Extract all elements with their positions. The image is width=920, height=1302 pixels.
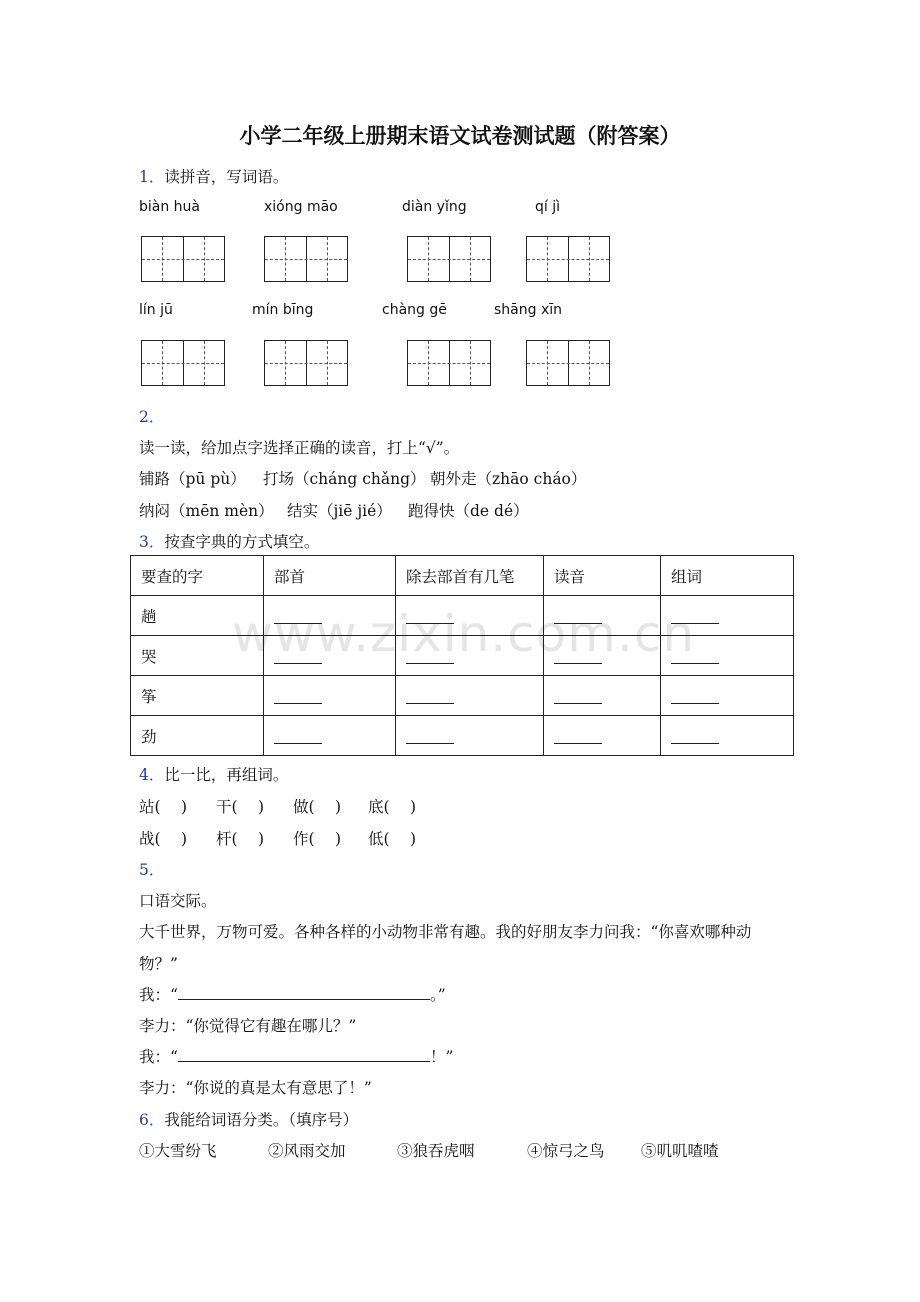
writing-grid[interactable] [141,236,225,282]
dialogue-me-1 [139,983,446,1005]
answer-blank[interactable] [554,689,602,704]
answer-blank[interactable] [274,689,322,704]
question-number: 4． [139,766,165,784]
pinyin-label: diàn yǐng [402,199,467,215]
reading-choice[interactable]: 铺路（pū pù） [139,470,246,488]
dialogue-prefix: 我：“ [139,986,178,1004]
compare-item[interactable]: 做( ) [293,798,342,816]
reading-choice[interactable]: 结实（jiē jié） [287,502,392,520]
writing-grid[interactable] [526,340,610,386]
lookup-char: 劲 [131,716,264,756]
writing-grid[interactable] [264,340,348,386]
writing-grid[interactable] [141,340,225,386]
paragraph-line: 大千世界，万物可爱。各种各样的小动物非常有趣。我的好朋友李力问我：“你喜欢哪种动 [139,923,752,941]
question-number: 2． [139,408,165,426]
lookup-char: 趟 [131,596,264,636]
question-6 [139,1108,358,1130]
word-item: ①大雪纷飞 [139,1142,217,1160]
question-text: 按查字典的方式填空。 [164,533,320,551]
paragraph-line: 物？” [139,955,178,973]
page-title: 小学二年级上册期末语文试卷测试题（附答案） [239,123,681,148]
table-header: 组词 [661,556,794,596]
watermark: www.zixin.com.cn [232,605,696,663]
word-item: ⑤叽叽喳喳 [641,1142,719,1160]
question-number: 1． [139,168,165,186]
question-number: 5． [139,861,165,879]
pinyin-label: chàng gē [382,302,447,318]
pinyin-label: shāng xīn [494,302,563,318]
word-item: ④惊弓之鸟 [527,1142,605,1160]
lookup-char: 哭 [131,636,264,676]
table-row [131,676,794,716]
compare-item[interactable]: 杆( ) [216,830,265,848]
answer-line[interactable] [178,983,430,1000]
writing-grid[interactable] [526,236,610,282]
word-item: ②风雨交加 [268,1142,346,1160]
dialogue-lili-2: 李力：“你说的真是太有意思了！” [139,1079,372,1097]
dialogue-prefix: 我：“ [139,1048,178,1066]
table-header-row [131,556,794,596]
pinyin-label: mín bīng [252,302,314,318]
pinyin-label: xióng māo [264,199,338,215]
answer-blank[interactable] [274,729,322,744]
answer-blank[interactable] [406,689,454,704]
dialogue-me-2 [139,1045,453,1067]
answer-blank[interactable] [406,729,454,744]
table-row [131,716,794,756]
question-text: 读拼音，写词语。 [164,168,289,186]
question-text: 我能给词语分类。（填序号） [164,1111,359,1129]
reading-choice[interactable]: 纳闷（mēn mèn） [139,502,274,520]
table-header: 要查的字 [131,556,264,596]
lookup-char: 筝 [131,676,264,716]
question-text: 比一比，再组词。 [164,766,289,784]
writing-grid[interactable] [407,340,491,386]
compare-item[interactable]: 战( ) [139,830,188,848]
table-header: 读音 [544,556,661,596]
reading-choice[interactable]: 朝外走（zhāo cháo） [430,470,587,488]
compare-item[interactable]: 干( ) [216,798,265,816]
question-4 [139,763,288,785]
question-1 [139,165,288,187]
compare-item[interactable]: 作( ) [293,830,342,848]
section-heading: 口语交际。 [139,892,217,910]
compare-item[interactable]: 底( ) [368,798,417,816]
writing-grid[interactable] [264,236,348,282]
answer-blank[interactable] [554,729,602,744]
question-3 [139,530,319,552]
reading-choice[interactable]: 打场（cháng chǎng） [263,470,426,488]
dialogue-suffix: 。” [429,986,446,1004]
table-header: 除去部首有几笔 [396,556,544,596]
pinyin-label: lín jū [139,302,173,318]
reading-choice[interactable]: 跑得快（de dé） [408,502,529,520]
question-number: 3． [139,533,165,551]
pinyin-label: biàn huà [139,199,201,215]
question-number: 6． [139,1111,165,1129]
word-item: ③狼吞虎咽 [397,1142,475,1160]
writing-grid[interactable] [407,236,491,282]
dialogue-suffix: ！” [429,1048,454,1066]
answer-line[interactable] [178,1045,430,1062]
answer-blank[interactable] [671,689,719,704]
compare-item[interactable]: 低( ) [368,830,417,848]
compare-item[interactable]: 站( ) [139,798,188,816]
question-text: 读一读，给加点字选择正确的读音，打上“√”。 [139,439,460,457]
pinyin-label: qí jì [535,199,561,215]
answer-blank[interactable] [671,729,719,744]
dialogue-lili-1: 李力：“你觉得它有趣在哪儿？” [139,1017,357,1035]
table-header: 部首 [264,556,396,596]
